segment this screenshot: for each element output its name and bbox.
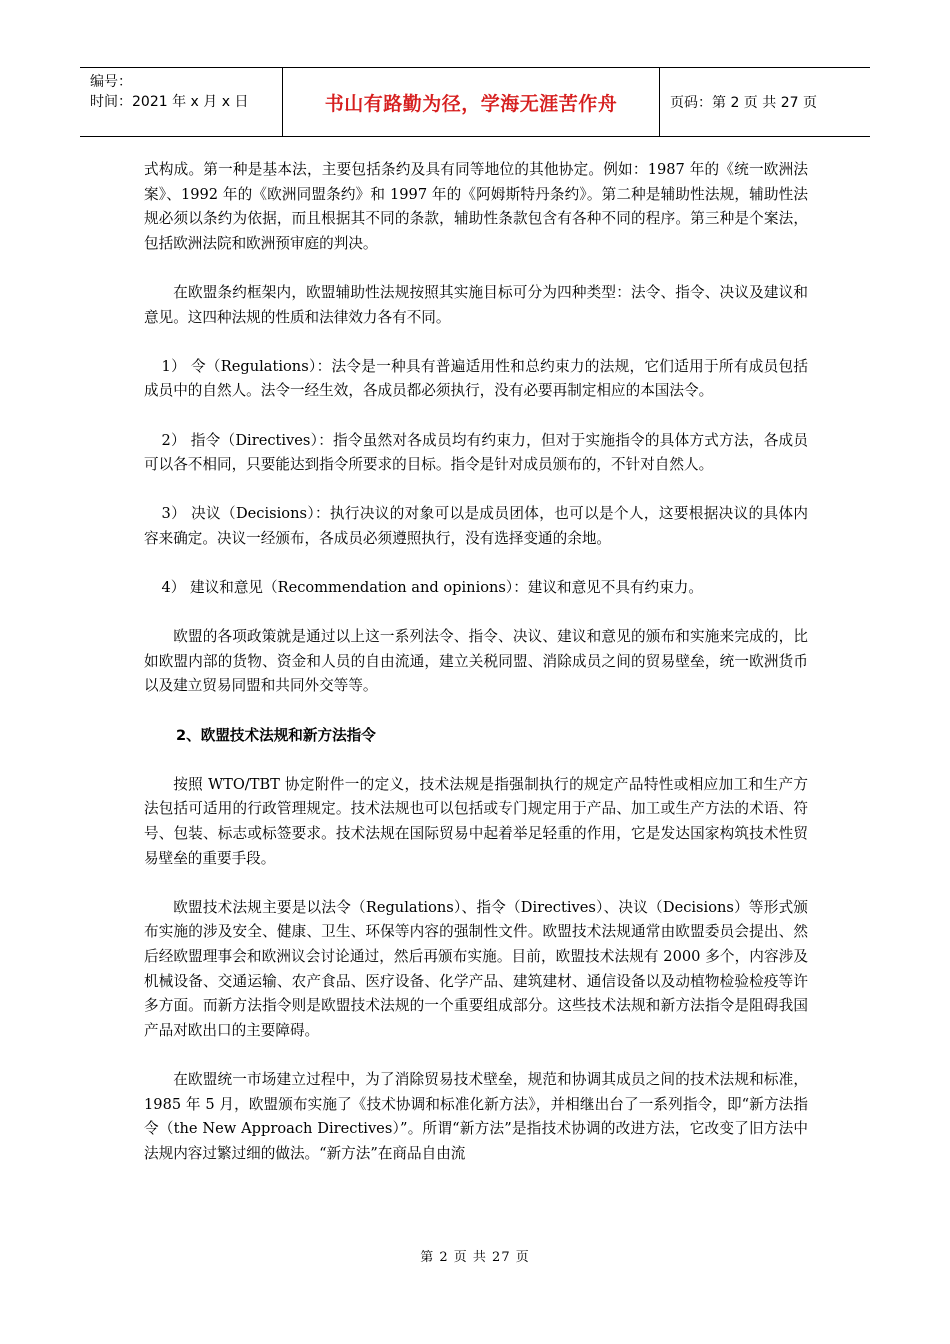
list-item: 4） 建议和意见（Recommendation and opinions）：建议和意见不具有约束力。 (161, 579, 703, 597)
document-body (144, 158, 808, 1191)
list-item: 1） 令（Regulations）：法令是一种具有普遍适用性和总约束力的法规，它们适用于所有成员包括成员中的自然人。法令一经生效，各成员都必须执行，没有必要再制定相应的本国法令。 (144, 357, 808, 400)
paragraph: 式构成。第一种是基本法，主要包括条约及具有同等地位的其他协定。例如：1987 年的《统一欧洲法案》、1992 年的《欧洲同盟条约》和 1997 年的《阿姆斯特丹条约》。第二种是辅助性法规，辅助性法规必须以条约为依据，而且根据其不同的条款，辅助性条款包含有各种不同的程序。第三种是个案法，包括欧洲法院和欧洲预审庭的判决。 (144, 161, 808, 252)
header-meta (80, 68, 283, 136)
paragraph: 按照 WTO/TBT 协定附件一的定义，技术法规是指强制执行的规定产品特性或相应加工和生产方法包括可适用的行政管理规定。技术法规也可以包括或专门规定用于产品、加工或生产方法的术语、符号、包装、标志或标签要求。技术法规在国际贸易中起着举足轻重的作用，它是发达国家构筑技术性贸易壁垒的重要手段。 (144, 775, 808, 867)
paragraph: 在欧盟统一市场建立过程中，为了消除贸易技术壁垒，规范和协调其成员之间的技术法规和标准，1985 年 5 月，欧盟颁布实施了《技术协调和标准化新方法》，并相继出台了一系列指令，即“新方法指令（the New Approach Directives）”。所谓“新方法”是指技术协调的改进方法，它改变了旧方法中法规内容过繁过细的做法。“新方法”在商品自由流 (144, 1070, 808, 1162)
header-page-info: 页码：第 2 页 共 27 页 (670, 95, 817, 111)
paragraph: 在欧盟条约框架内，欧盟辅助性法规按照其实施目标可分为四种类型：法令、指令、决议及建议和意见。这四种法规的性质和法律效力各有不同。 (144, 283, 808, 326)
list-item: 3） 决议（Decisions）：执行决议的对象可以是成员团体，也可以是个人，这要根据决议的具体内容来确定。决议一经颁布，各成员必须遵照执行，没有选择变通的余地。 (144, 505, 808, 547)
time-label: 时间：2021 年 x 月 x 日 (90, 94, 249, 110)
page-header (80, 67, 870, 137)
serial-label: 编号： (90, 74, 132, 90)
paragraph: 欧盟的各项政策就是通过以上这一系列法令、指令、决议、建议和意见的颁布和实施来完成的，比如欧盟内部的货物、资金和人员的自由流通，建立关税同盟、消除成员之间的贸易壁垒，统一欧洲货币以及建立贸易同盟和共同外交等等。 (144, 628, 808, 695)
list-item: 2） 指令（Directives）：指令虽然对各成员均有约束力，但对于实施指令的具体方式方法，各成员可以各不相同，只要能达到指令所要求的目标。指令是针对成员颁布的，不针对自然人。 (144, 431, 808, 474)
header-motto: 书山有路勤为径，学海无涯苦作舟 (283, 68, 660, 136)
paragraph: 欧盟技术法规主要是以法令（Regulations）、指令（Directives）、决议（Decisions）等形式颁布实施的涉及安全、健康、卫生、环保等内容的强制性文件。欧盟技术法规通常由欧盟委员会提出、然后经欧盟理事会和欧洲议会讨论通过，然后再颁布实施。目前，欧盟技术法规有 2000 多个，内容涉及机械设备、交通运输、农产食品、医疗设备、化学产品、建筑建材、通信设备以及动植物检验检疫等许多方面。而新方法指令则是欧盟技术法规的一个重要组成部分。这些技术法规和新方法指令是阻碍我国产品对欧出口的主要障碍。 (144, 898, 808, 1039)
section-heading: 2、欧盟技术法规和新方法指令 (176, 726, 376, 744)
page-footer: 第 2 页 共 27 页 (420, 1250, 530, 1265)
